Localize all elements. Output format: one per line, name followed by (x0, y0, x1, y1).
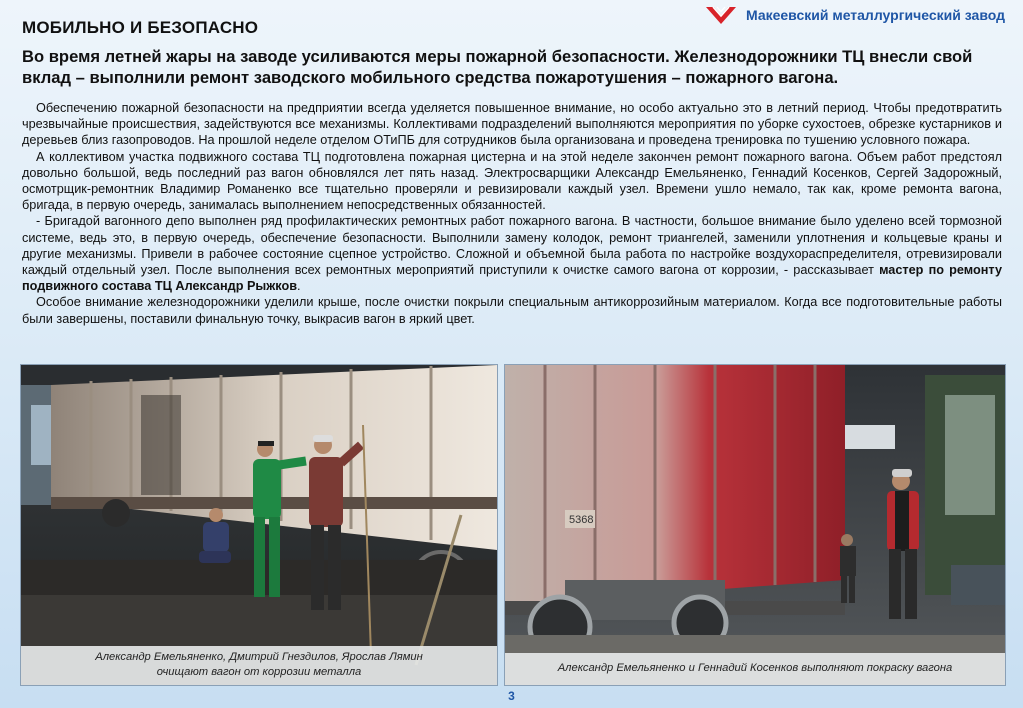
photo-left-image (21, 365, 497, 685)
photo-left-caption-line-2: очищают вагон от коррозии металла (156, 666, 362, 678)
company-logo-icon (704, 4, 738, 26)
article-body (22, 100, 1002, 327)
article-paragraph-3 (22, 213, 1002, 294)
article-paragraph-2: А коллективом участка подвижного состава ТЦ подготовлена пожарная цистерна и на этой неделе закончен ремонт пожарного вагона. Объем работ предстоял довольно большой, ведь последний раз вагон обновлялся лет пять назад. Электросварщики Александр Емельяненко, Геннадий Косенков, Сергей Задорожный, осмотрщик-ремонтник Владимир Романенко все тщательно проверяли и ревизировали каждый узел. Времени ушло немало, так как, кроме ремонта вагона, бригада, в первую очередь, занималась выполнением непосредственных обязанностей. (22, 149, 1002, 213)
section-title: МОБИЛЬНО И БЕЗОПАСНО (22, 18, 259, 37)
photo-painting-wagon (504, 364, 1006, 686)
photo-right-image (505, 365, 1005, 685)
article-paragraph-3-text: - Бригадой вагонного депо выполнен ряд профилактических ремонтных работ пожарного вагона. В частности, большое внимание было уделено всей тормозной системе, ведь это, в первую очередь, обеспечение безопасности. Выполнили замену колодок, ремонт триангелей, заменили уплотнения и кольцевые краны и другие механизмы. Привели в рабочее состояние сцепное устройство. Сложной и объемной была работа по настройке воздухораспределителя, отревизировали каждый отдельный узел. После выполнения всех ремонтных мероприятий приступили к очистке самого вагона от коррозии, - рассказывает (22, 214, 1002, 278)
wagon-number: 5368 (569, 514, 594, 526)
photo-workers-cleaning-wagon (20, 364, 498, 686)
header (0, 0, 1023, 40)
quote-author: мастер по ремонту подвижного состава ТЦ Александр Рыжков (22, 263, 1003, 294)
article-paragraph-1: Обеспечению пожарной безопасности на предприятии всегда уделяется повышенное внимание, но особо актуально это в летний период. Чтобы предотвратить чрезвычайные происшествия, задействуются все механизмы. Коллективами подразделений выполняются мероприятия по уборке сухостоев, обрезке кустарников и деревьев близ газопроводов. На прошлой неделе отделом ОТиПБ для сотрудников была организована и проведена тренировка по тушению условного пожара. (22, 101, 1002, 148)
lead-paragraph: Во время летней жары на заводе усиливаются меры пожарной безопасности. Железнодорожники ТЦ внесли свой вклад – выполнили ремонт заводского мобильного средства пожаротушения – пожарного вагона. (22, 47, 973, 87)
article-paragraph-3-end: . (297, 279, 301, 294)
article-paragraph-4: Особое внимание железнодорожники уделили крыше, после очистки покрыли специальным антикоррозийным материалом. Когда все подготовительные работы были завершены, поставили финальную точку, выкрасив вагон в яркий цвет. (22, 295, 1002, 326)
photo-left-caption (21, 646, 497, 685)
photo-left-caption-line-1: Александр Емельяненко, Дмитрий Гнездилов, Ярослав Лямин (95, 651, 423, 663)
brand (704, 4, 1005, 26)
brand-name: Макеевский металлургический завод (745, 7, 1005, 23)
page-number: 3 (508, 689, 515, 703)
photo-right-caption: Александр Емельяненко и Геннадий Косенков выполняют покраску вагона (505, 653, 1005, 685)
